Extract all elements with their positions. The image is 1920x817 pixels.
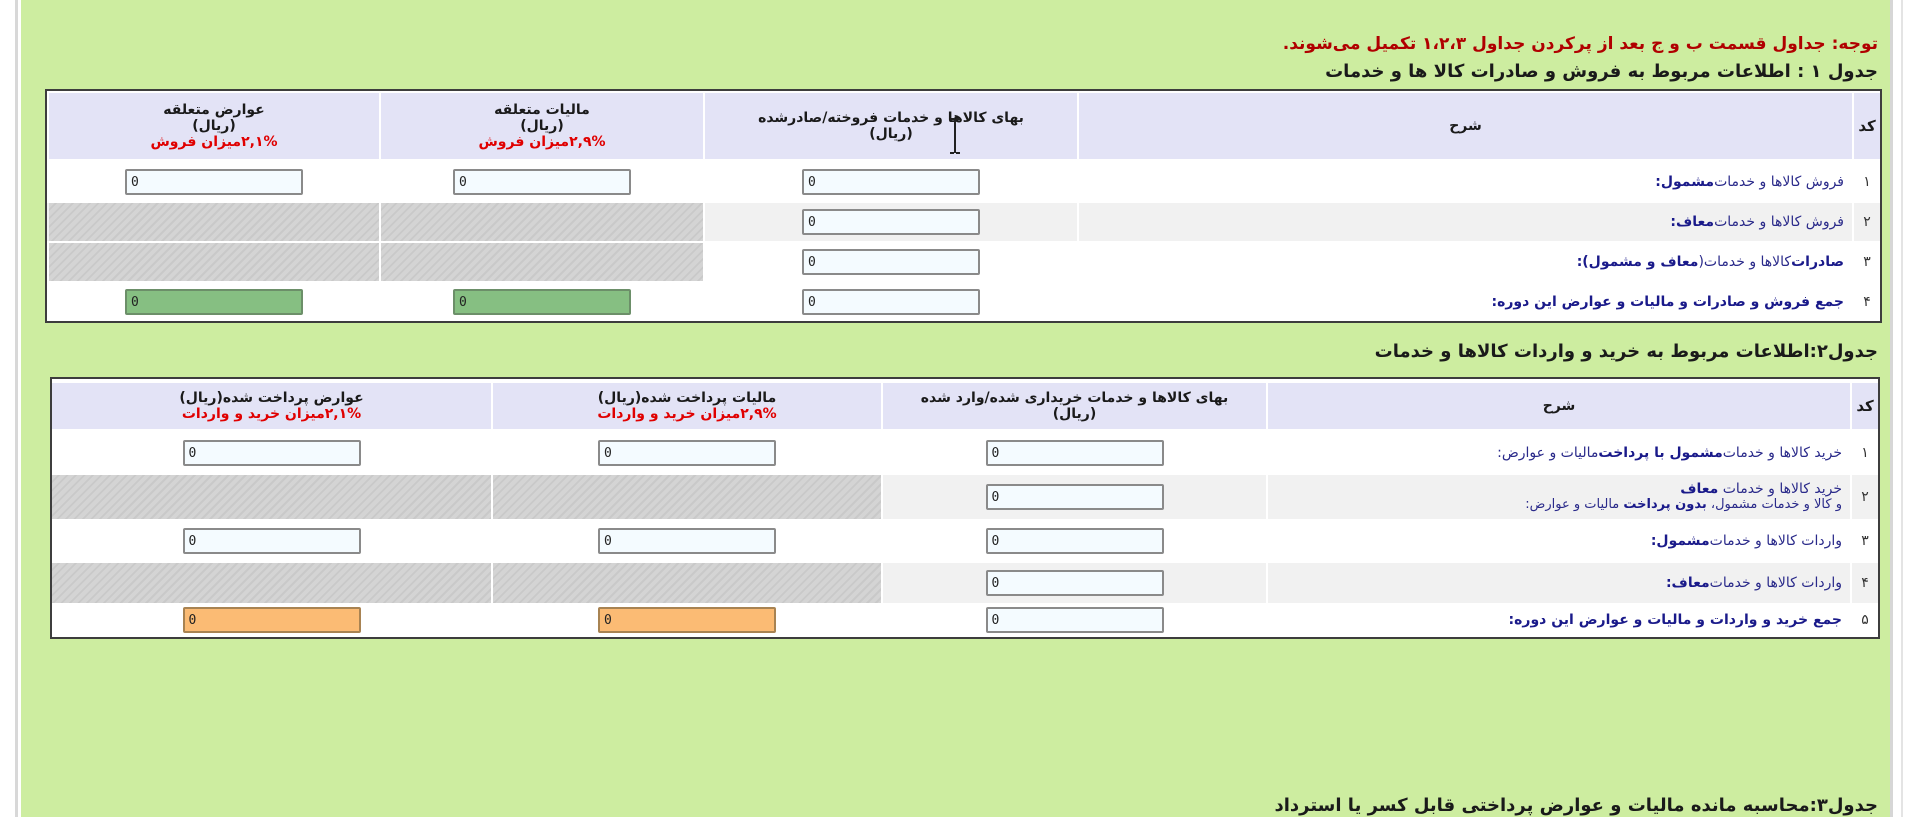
taxable-purchases-duty-input[interactable] bbox=[183, 440, 361, 466]
value-cell bbox=[881, 563, 1266, 603]
desc-line-1 bbox=[1525, 482, 1842, 497]
duty-cell bbox=[52, 603, 491, 637]
table-row bbox=[52, 563, 1878, 603]
tax-cell bbox=[491, 433, 881, 473]
exempt-imports-value-input[interactable] bbox=[986, 570, 1164, 596]
table-row bbox=[52, 603, 1878, 637]
table1-title: جدول ۱ : اطلاعات مربوط به فروش و صادرات کالا ها و خدمات bbox=[1325, 61, 1878, 82]
row-code: ۳ bbox=[1852, 243, 1880, 281]
duty-cell bbox=[52, 433, 491, 473]
duty-cell bbox=[49, 163, 379, 201]
header-tax-label: مالیات پرداخت شده(ریال) bbox=[597, 390, 777, 406]
exports-value-input[interactable] bbox=[802, 249, 980, 275]
total-purchases-value-input[interactable] bbox=[986, 607, 1164, 633]
row-code: ۱ bbox=[1852, 163, 1880, 201]
desc-bold-text: جمع خرید و واردات و مالیات و عوارض این دوره: bbox=[1508, 612, 1842, 628]
sales-exports-table bbox=[45, 89, 1882, 323]
value-cell bbox=[703, 283, 1077, 321]
exempt-sales-value-input[interactable] bbox=[802, 209, 980, 235]
table2-title: جدول۲:اطلاعات مربوط به خرید و واردات کالاها و خدمات bbox=[1374, 341, 1878, 362]
header-value-label: بهای کالاها و خدمات فروخته/صادرشده bbox=[758, 110, 1024, 126]
header-value bbox=[881, 383, 1266, 429]
header-tax-label: مالیات متعلقه bbox=[494, 102, 590, 118]
exempt-purchases-value-input[interactable] bbox=[986, 484, 1164, 510]
tax-cell bbox=[379, 163, 703, 201]
disabled-duty-cell bbox=[52, 563, 491, 603]
header-value bbox=[703, 93, 1077, 159]
desc-bold-text: معاف و مشمول): bbox=[1576, 254, 1699, 270]
taxable-imports-value-input[interactable] bbox=[986, 528, 1164, 554]
duty-cell bbox=[49, 283, 379, 321]
row-code: ۱ bbox=[1850, 433, 1878, 473]
header-duty-label: عوارض متعلقه bbox=[163, 102, 265, 118]
desc-bold-text: معاف bbox=[1680, 481, 1719, 497]
row-code: ۲ bbox=[1852, 203, 1880, 241]
desc-text-suffix: مالیات و عوارض: bbox=[1497, 445, 1599, 461]
value-cell bbox=[703, 243, 1077, 281]
header-value-unit: (ریال) bbox=[1052, 406, 1097, 422]
header-tax-rate: ۲,۹%میزان فروش bbox=[478, 134, 606, 150]
taxable-sales-duty-input[interactable] bbox=[125, 169, 303, 195]
taxable-purchases-tax-input[interactable] bbox=[598, 440, 776, 466]
taxable-sales-value-input[interactable] bbox=[802, 169, 980, 195]
header-tax-unit: (ریال) bbox=[520, 118, 564, 134]
taxable-imports-duty-input[interactable] bbox=[183, 528, 361, 554]
row-description bbox=[1077, 203, 1852, 241]
desc-text: واردات کالاها و خدمات bbox=[1709, 533, 1842, 549]
disabled-duty-cell bbox=[52, 475, 491, 519]
row-description bbox=[1266, 563, 1850, 603]
table-header-row bbox=[47, 93, 1880, 159]
total-sales-value-input[interactable] bbox=[802, 289, 980, 315]
table-row bbox=[52, 521, 1878, 561]
desc-bold-prefix: صادرات bbox=[1791, 254, 1844, 270]
header-code: کد bbox=[1852, 93, 1880, 159]
value-cell bbox=[881, 521, 1266, 561]
row-description bbox=[1266, 475, 1850, 519]
taxable-imports-tax-input[interactable] bbox=[598, 528, 776, 554]
table-row bbox=[47, 163, 1880, 201]
disabled-tax-cell bbox=[491, 475, 881, 519]
table-row bbox=[52, 433, 1878, 473]
header-tax-rate: ۲,۹%میزان خرید و واردات bbox=[597, 406, 777, 422]
header-duty bbox=[49, 93, 379, 159]
table-row bbox=[47, 283, 1880, 321]
table-row bbox=[52, 475, 1878, 519]
header-duty-label: عوارض پرداخت شده(ریال) bbox=[179, 390, 364, 406]
tax-cell bbox=[491, 521, 881, 561]
total-sales-tax-field bbox=[453, 289, 631, 315]
header-tax bbox=[491, 383, 881, 429]
desc-bold-text: معاف: bbox=[1665, 575, 1710, 591]
table3-title: جدول۳:محاسبه مانده مالیات و عوارض پرداختی قابل کسر یا استرداد bbox=[1274, 795, 1878, 816]
disabled-tax-cell bbox=[379, 203, 703, 241]
notice-text: توجه: جداول قسمت ب و ج بعد از پرکردن جداول ۱،۲،۳ تکمیل می‌شوند. bbox=[1282, 34, 1878, 54]
table-row bbox=[47, 203, 1880, 241]
desc-bold-text: معاف: bbox=[1670, 214, 1715, 230]
value-cell bbox=[703, 163, 1077, 201]
text-cursor-icon bbox=[948, 118, 962, 154]
row-code: ۳ bbox=[1850, 521, 1878, 561]
desc-text: فروش کالاها و خدمات bbox=[1714, 174, 1844, 190]
tax-cell bbox=[379, 283, 703, 321]
row-description bbox=[1266, 521, 1850, 561]
header-value-unit: (ریال) bbox=[869, 126, 913, 142]
header-duty-rate: ۲,۱%میزان فروش bbox=[150, 134, 278, 150]
header-duty bbox=[52, 383, 491, 429]
value-cell bbox=[881, 603, 1266, 637]
row-code: ۲ bbox=[1850, 475, 1878, 519]
total-sales-duty-field bbox=[125, 289, 303, 315]
desc-text: فروش کالاها و خدمات bbox=[1714, 214, 1844, 230]
value-cell bbox=[881, 433, 1266, 473]
row-code: ۴ bbox=[1850, 563, 1878, 603]
duty-cell bbox=[52, 521, 491, 561]
desc-bold-text: مشمول: bbox=[1650, 533, 1710, 549]
window-right-edge bbox=[1890, 0, 1920, 817]
desc-line-2 bbox=[1525, 497, 1842, 512]
desc-text: کالاها و خدمات( bbox=[1698, 254, 1792, 270]
taxable-sales-tax-input[interactable] bbox=[453, 169, 631, 195]
disabled-tax-cell bbox=[379, 243, 703, 281]
desc-bold-text: جمع فروش و صادرات و مالیات و عوارض این دوره: bbox=[1491, 294, 1844, 310]
row-description bbox=[1266, 603, 1850, 637]
disabled-duty-cell bbox=[49, 243, 379, 281]
value-cell bbox=[881, 475, 1266, 519]
row-description bbox=[1077, 243, 1852, 281]
page-left-edge bbox=[0, 0, 18, 817]
desc-text: خرید کالاها و خدمات bbox=[1722, 445, 1842, 461]
header-duty-unit: (ریال) bbox=[192, 118, 236, 134]
total-purchases-tax-field bbox=[598, 607, 776, 633]
table-row bbox=[47, 243, 1880, 281]
desc-two-line bbox=[1525, 482, 1842, 512]
desc-text-suffix: مالیات و عوارض: bbox=[1525, 497, 1624, 512]
header-duty-rate: ۲,۱%میزان خرید و واردات bbox=[181, 406, 362, 422]
value-cell bbox=[703, 203, 1077, 241]
desc-text: و کالا و خدمات مشمول، bbox=[1706, 497, 1842, 512]
edge-divider bbox=[1901, 0, 1903, 817]
header-tax bbox=[379, 93, 703, 159]
desc-text: خرید کالاها و خدمات bbox=[1718, 481, 1842, 497]
row-description bbox=[1077, 283, 1852, 321]
row-description bbox=[1077, 163, 1852, 201]
desc-bold-text: مشمول: bbox=[1655, 174, 1715, 190]
total-purchases-duty-field bbox=[183, 607, 361, 633]
row-description bbox=[1266, 433, 1850, 473]
desc-bold-text: بدون پرداخت bbox=[1623, 497, 1707, 512]
tax-cell bbox=[491, 603, 881, 637]
purchases-imports-table bbox=[50, 377, 1880, 639]
desc-text: واردات کالاها و خدمات bbox=[1709, 575, 1842, 591]
header-value-label: بهای کالاها و خدمات خریداری شده/وارد شده bbox=[920, 390, 1229, 406]
header-description: شرح bbox=[1077, 93, 1852, 159]
taxable-purchases-value-input[interactable] bbox=[986, 440, 1164, 466]
disabled-duty-cell bbox=[49, 203, 379, 241]
disabled-tax-cell bbox=[491, 563, 881, 603]
header-code: کد bbox=[1850, 383, 1878, 429]
row-code: ۵ bbox=[1850, 603, 1878, 637]
desc-bold-text: مشمول با پرداخت bbox=[1598, 445, 1723, 461]
row-code: ۴ bbox=[1852, 283, 1880, 321]
header-description: شرح bbox=[1266, 383, 1850, 429]
table-header-row bbox=[52, 383, 1878, 429]
